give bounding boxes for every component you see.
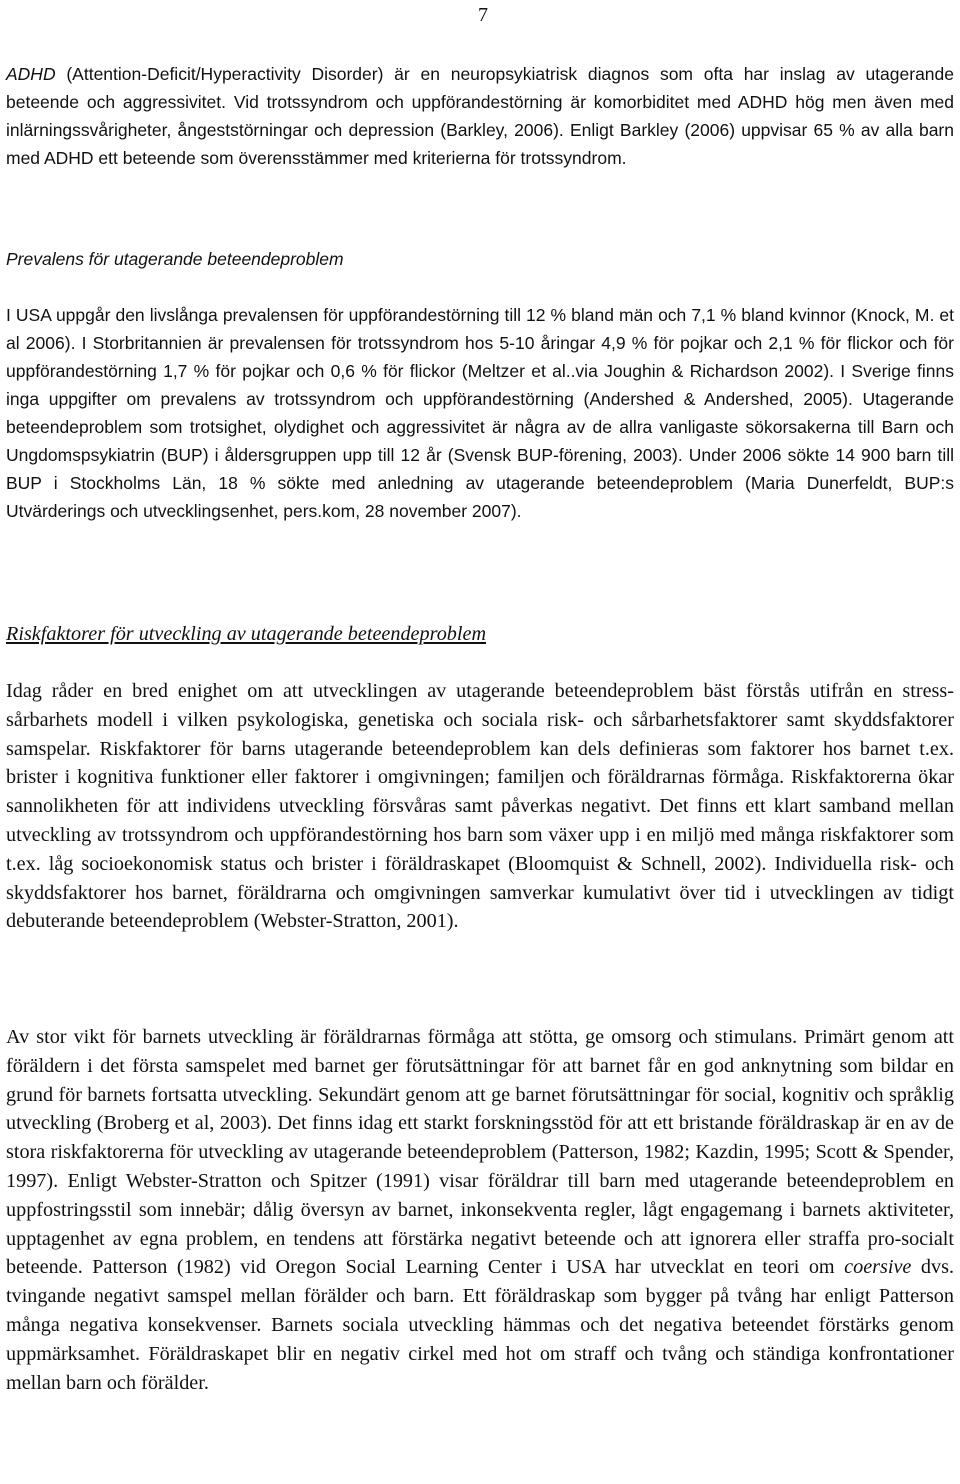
coersive-term: coersive	[844, 1256, 912, 1279]
prevalens-paragraph: I USA uppgår den livslånga prevalensen för uppförandestörning till 12 % bland män och 7,1 % bland kvinnor (Knock, M. et al 2006). I Storbritannien är prevalensen för trotssyndrom hos 5-10 åringar 4,9 % för pojkar och 2,1 % för flickor och för uppförandestörning 1,7 % för pojkar och 0,6 % för flickor (Meltzer et al..via Joughin & Richardson 2002). I Sverige finns inga uppgifter om prevalens av trotssyndrom och uppförandestörning (Andershed & Andershed, 2005). Utagerande beteendeproblem som trotsighet, olydighet och aggressivitet är några av de allra vanligaste sökorsakerna till Barn och Ungdomspsykiatrin (BUP) i åldersgruppen upp till 12 år (Svensk BUP-förening, 2003). Under 2006 sökte 14 900 barn till BUP i Stockholms Län, 18 % sökte med anledning av utagerande beteendeproblem (Maria Dunerfeldt, BUP:s Utvärderings och utvecklingsenhet, pers.kom, 28 november 2007).	[6, 305, 954, 521]
prevalens-heading: Prevalens för utagerande beteendeproblem	[6, 249, 344, 269]
intro-paragraph	[6, 60, 954, 172]
page-number: 7	[478, 4, 488, 26]
parenting-body-before: Av stor vikt för barnets utveckling är föräldrarnas förmåga att stötta, ge omsorg och stimulans. Primärt genom att föräldern i det första samspelet med barnet ger förutsättningar för att barnet får en god anknytning som bildar en grund för barnets fortsatta utveckling. Sekundärt genom att ge barnet förutsättningar för social, kognitiv och språklig utveckling (Broberg et al, 2003). Det finns idag ett starkt forskningsstöd för att ett bristande föräldraskap är en av de stora riskfaktorerna för utveckling av utagerande beteendeproblem (Patterson, 1982; Kazdin, 1995; Scott & Spender, 1997). Enligt Webster-Stratton och Spitzer (1991) visar föräldrar till barn med utagerande beteendeproblem en uppfostringsstil som innebär; dålig översyn av barnet, inkonsekventa regler, lågt engagemang i barnets aktiviteter, upptagenhet av egna problem, en tendens att förstärka negativt beteende och att ignorera eller straffa pro-socialt beteende. Patterson (1982) vid Oregon Social Learning Center i USA har utvecklat en teori om	[6, 1026, 954, 1279]
riskfaktorer-heading: Riskfaktorer för utveckling av utagerande beteendeproblem	[6, 623, 487, 645]
intro-body: (Attention-Deficit/Hyperactivity Disorder) är en neuropsykiatrisk diagnos som ofta har inslag av utagerande beteende och aggressivitet. Vid trotssyndrom och uppförandestörning är komorbiditet med ADHD hög men även med inlärningssvårigheter, ångeststörningar och depression (Barkley, 2006). Enligt Barkley (2006) uppvisar 65 % av alla barn med ADHD ett beteende som överensstämmer med kriterierna för trotssyndrom.	[6, 64, 954, 168]
riskfaktorer-paragraph: Idag råder en bred enighet om att utvecklingen av utagerande beteendeproblem bäst förstås utifrån en stress-sårbarhets modell i vilken psykologiska, genetiska och sociala risk- och sårbarhetsfaktorer samt skyddsfaktorer samspelar. Riskfaktorer för barns utagerande beteendeproblem kan dels definieras som faktorer hos barnet t.ex. brister i kognitiva funktioner eller faktorer i omgivningen; familjen och föräldrarnas förmåga. Riskfaktorerna ökar sannolikheten för att individens utveckling försvåras samt påverkas negativt. Det finns ett klart samband mellan utveckling av trotssyndrom och uppförandestörning hos barn som växer upp i en miljö med många riskfaktorer som t.ex. låg socioekonomisk status och brister i föräldraskapet (Bloomquist & Schnell, 2002). Individuella risk- och skyddsfaktorer hos barnet, föräldrarna och omgivningen samverkar kumulativt över tid i utvecklingen av tidigt debuterande beteendeproblem (Webster-Stratton, 2001).	[6, 680, 954, 933]
adhd-term: ADHD	[6, 64, 56, 84]
parenting-paragraph	[6, 1023, 954, 1397]
parenting-body-after: dvs. tvingande negativt samspel mellan förälder och barn. Ett föräldraskap som bygger på tvång har enligt Patterson många negativa konsekvenser. Barnets sociala utveckling hämmas och det negativa beteendet förstärks genom uppmärksamhet. Föräldraskapet blir en negativ cirkel med hot om straff och tvång och ständiga konfrontationer mellan barn och förälder.	[6, 1256, 954, 1394]
